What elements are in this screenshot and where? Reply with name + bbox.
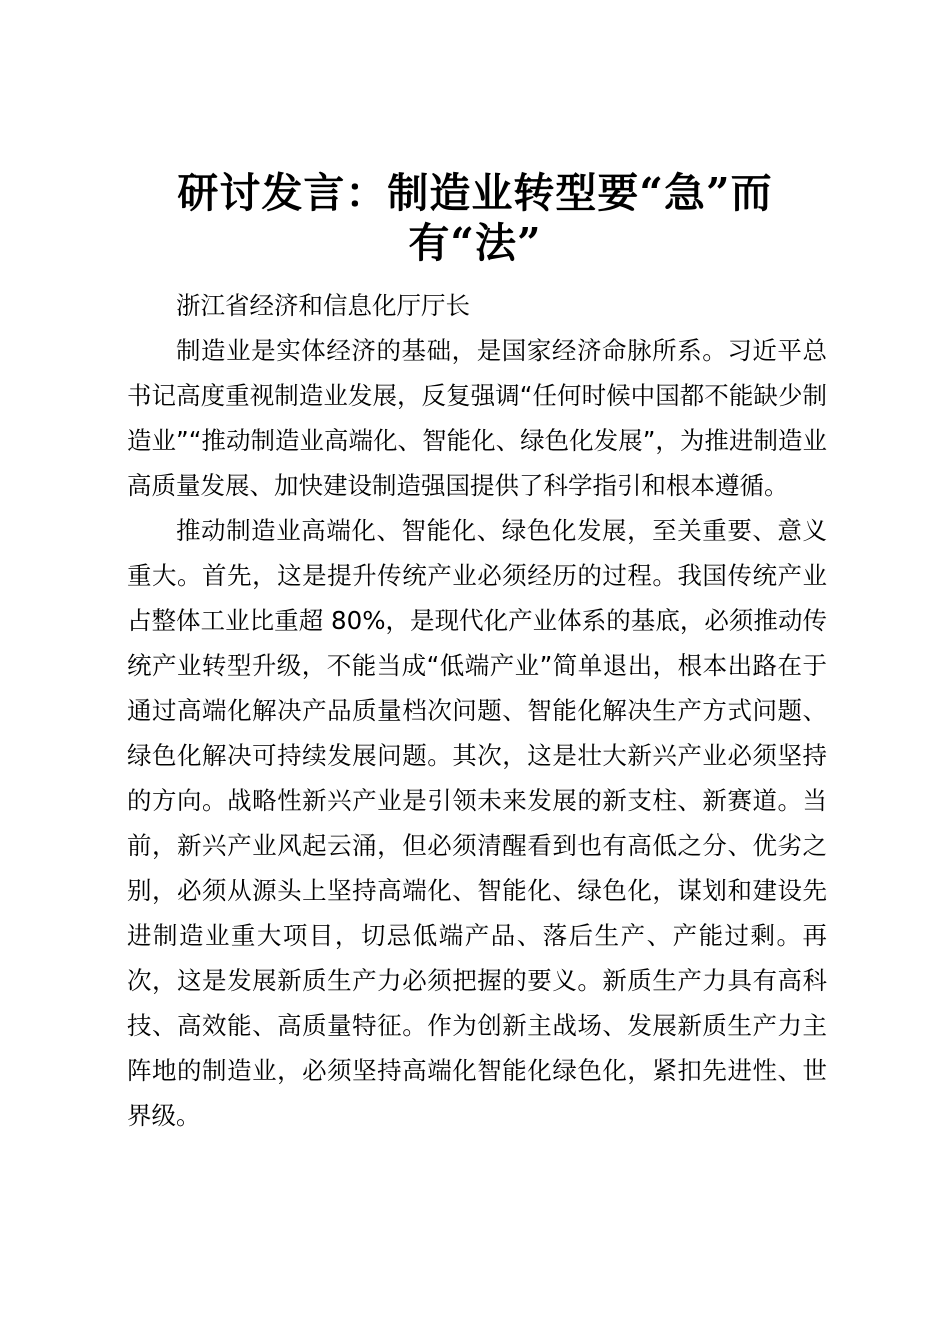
document-title: 研讨发言：制造业转型要“急”而有“法” [177,169,773,267]
document-body [127,283,827,1138]
paragraph-2: 推动制造业高端化、智能化、绿色化发展，至关重要、意义重大。首先，这是提升传统产业必须经历的过程。我国传统产业占整体工业比重超 80%，是现代化产业体系的基底，必须推动传统产业转型升级，不能当成“低端产业”简单退出，根本出路在于通过高端化解决产品质量档次问题、智能化解决生产方式问题、绿色化解决可持续发展问题。其次，这是壮大新兴产业必须坚持的方向。战略性新兴产业是引领未来发展的新支柱、新赛道。当前，新兴产业风起云涌，但必须清醒看到也有高低之分、优劣之别，必须从源头上坚持高端化、智能化、绿色化，谋划和建设先进制造业重大项目，切忌低端产品、落后生产、产能过剩。再次，这是发展新质生产力必须把握的要义。新质生产力具有高科技、高效能、高质量特征。作为创新主战场、发展新质生产力主阵地的制造业，必须坚持高端化智能化绿色化，紧扣先进性、世界级。 [127,516,827,1130]
paragraph-1: 制造业是实体经济的基础，是国家经济命脉所系。习近平总书记高度重视制造业发展，反复强调“任何时候中国都不能缺少制造业”“推动制造业高端化、智能化、绿色化发展”，为推进制造业高质量发展、加快建设制造强国提供了科学指引和根本遵循。 [127,336,827,500]
author-line: 浙江省经济和信息化厅厅长 [176,291,470,320]
